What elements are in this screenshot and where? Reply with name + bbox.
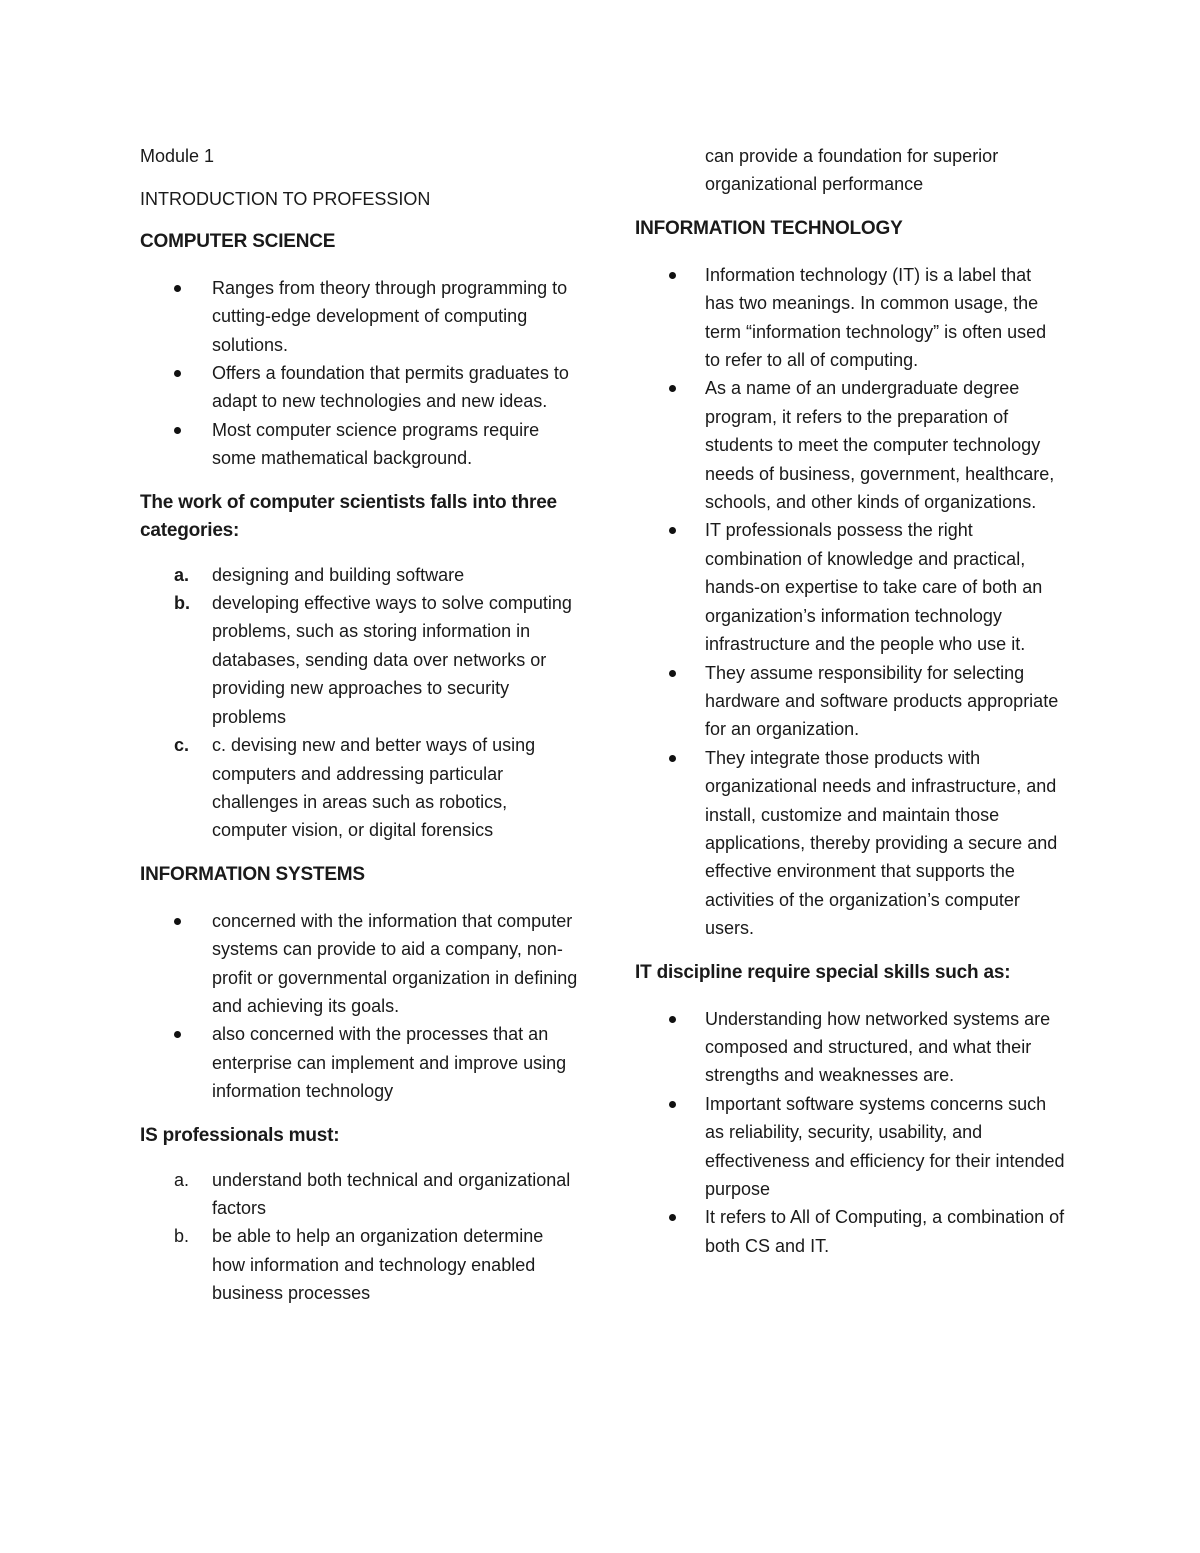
list-item-text: It refers to All of Computing, a combination of both CS and IT. (705, 1207, 1065, 1256)
categories-list (140, 561, 580, 845)
list-item (140, 731, 580, 845)
list-item (140, 416, 580, 473)
list-item (635, 374, 1065, 516)
bullet-marker (669, 755, 676, 762)
bullet-marker (174, 1031, 181, 1038)
it-skills-heading: IT discipline require special skills such as: (635, 961, 1011, 983)
list-item (140, 1222, 580, 1307)
list-item (140, 589, 580, 731)
list-item-text: designing and building software (212, 564, 465, 585)
list-marker: a. (174, 564, 190, 585)
bullet-marker (669, 272, 676, 279)
list-item (635, 659, 1065, 744)
bullet-marker (669, 527, 676, 534)
bullet-marker (174, 918, 181, 925)
cs-heading: COMPUTER SCIENCE (140, 230, 336, 252)
list-item-text: understand both technical and organizational factors (212, 1169, 571, 1218)
bullet-marker (174, 370, 181, 377)
list-item (635, 1005, 1065, 1090)
list-item (635, 744, 1065, 943)
list-item (635, 516, 1065, 658)
list-item-text: c. devising new and better ways of using computers and addressing particular challenges in areas such as robotics, computer vision, or digital forensics (212, 735, 536, 841)
bullet-marker (174, 427, 181, 434)
list-item-text: They assume responsibility for selecting hardware and software products appropriate for an organization. (705, 662, 1059, 740)
is-professionals-list (140, 1166, 580, 1308)
list-item-text: also concerned with the processes that an enterprise can implement and improve using information technology (212, 1024, 567, 1102)
list-item-text: Ranges from theory through programming to cutting-edge development of computing solutions. (212, 277, 568, 355)
continued-text: can provide a foundation for superior organizational performance (705, 146, 999, 195)
list-item-text: Offers a foundation that permits graduates to adapt to new technologies and new ideas. (212, 363, 569, 412)
list-item-text: They integrate those products with organizational needs and infrastructure, and install, customize and maintain those applications, thereby providing a secure and effective environment that supports the activities of the organization’s computer users. (705, 747, 1058, 939)
cs-bullet-list (140, 274, 580, 473)
bullet-marker (174, 285, 181, 292)
list-item-text: Understanding how networked systems are composed and structured, and what their strengths and weaknesses are. (705, 1008, 1051, 1086)
list-item (140, 561, 580, 589)
categories-heading: The work of computer scientists falls into three categories: (140, 491, 557, 541)
list-item (140, 274, 580, 359)
list-marker: a. (174, 1169, 190, 1190)
list-item (140, 907, 580, 1021)
list-item (140, 359, 580, 416)
list-item-text: As a name of an undergraduate degree program, it refers to the preparation of students to meet the computer technology needs of business, government, healthcare, schools, and other kinds of organizations. (705, 378, 1055, 513)
bullet-marker (669, 1016, 676, 1023)
list-item-text: Most computer science programs require some mathematical background. (212, 419, 540, 469)
is-bullet-list (140, 907, 580, 1106)
right-column (635, 140, 1065, 1260)
bullet-marker (669, 1214, 676, 1221)
bullet-marker (669, 670, 676, 677)
left-column (140, 140, 580, 1308)
list-item-text: concerned with the information that computer systems can provide to aid a company, non-profit or governmental organization in defining and achieving its goals. (212, 910, 578, 1016)
list-marker: b. (174, 593, 190, 614)
list-item-text: IT professionals possess the right combination of knowledge and practical, hands-on expertise to take care of both an organization’s information technology infrastructure and the people who use it. (705, 520, 1043, 655)
module-label: Module 1 (140, 146, 215, 166)
list-item-text: developing effective ways to solve computing problems, such as storing information in databases, sending data over networks or providing new approaches to security problems (212, 593, 572, 727)
list-marker: c. (174, 735, 190, 756)
list-item (635, 261, 1065, 375)
list-item-text: be able to help an organization determine how information and technology enabled business processes (212, 1226, 544, 1304)
list-item-text: Information technology (IT) is a label that has two meanings. In common usage, the term “information technology” is often used to refer to all of computing. (705, 264, 1047, 371)
list-item-text: Important software systems concerns such as reliability, security, usability, and effectiveness and efficiency for their intended purpose (705, 1093, 1065, 1199)
bullet-marker (669, 1101, 676, 1108)
list-item (140, 1020, 580, 1105)
list-item (140, 1166, 580, 1223)
list-item (635, 1203, 1065, 1260)
it-heading: INFORMATION TECHNOLOGY (635, 217, 903, 239)
it-bullet-list (635, 261, 1065, 943)
list-marker: b. (174, 1226, 190, 1247)
list-item (635, 1090, 1065, 1204)
is-heading: INFORMATION SYSTEMS (140, 863, 365, 885)
bullet-marker (669, 385, 676, 392)
is-professionals-heading: IS professionals must: (140, 1124, 340, 1146)
intro-title: INTRODUCTION TO PROFESSION (140, 189, 431, 210)
it-skills-list (635, 1005, 1065, 1261)
